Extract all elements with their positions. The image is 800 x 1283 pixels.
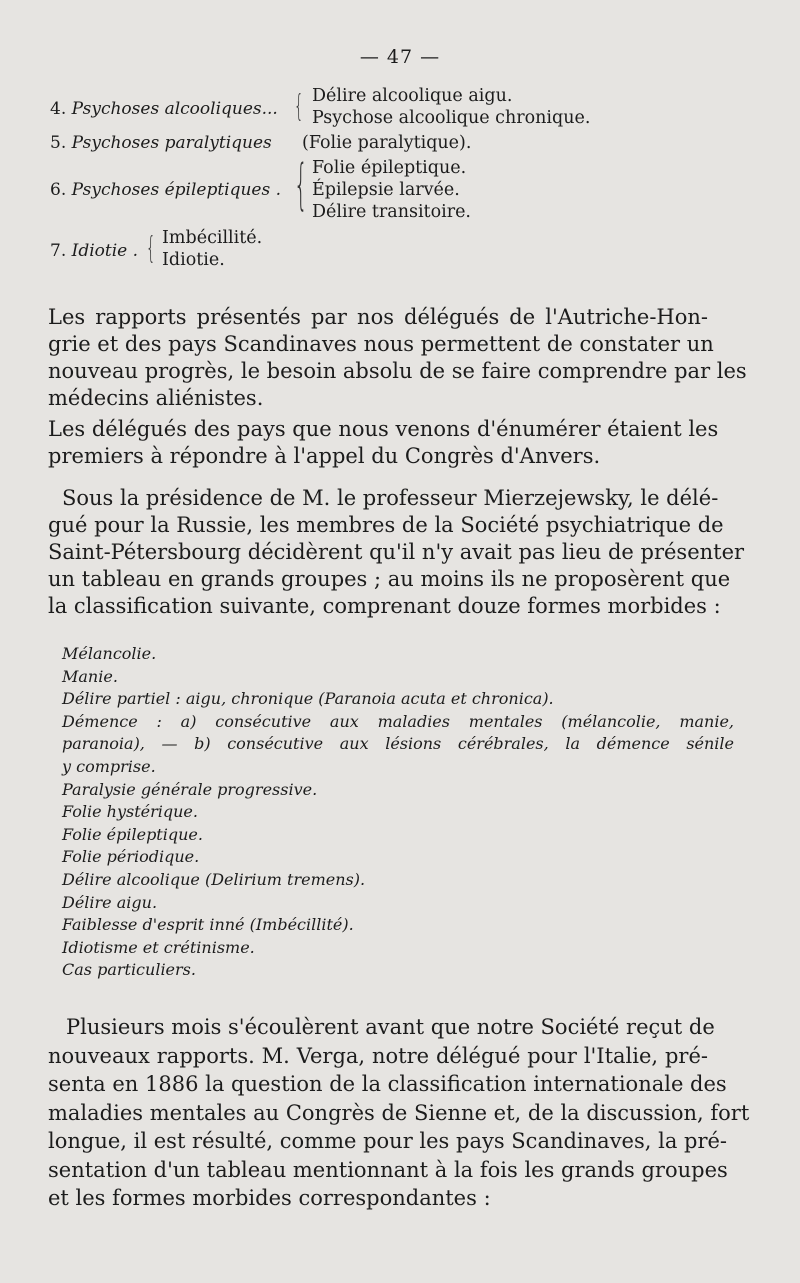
item-name: Psychoses alcooliques...: [71, 99, 278, 119]
list-item: Cas particuliers.: [62, 960, 196, 980]
form-name: Imbécillité.: [162, 228, 263, 248]
item-name: Idiotie .: [71, 241, 139, 261]
paragraph-italy-siena: Plusieurs mois s'écoulèrent avant que notre Société reçut de nouveaux rapports. M. Verga, notre délégué pour l'Italie, pré- senta en 1886 la question de la classification internationale des maladies mentales au Congrès de Sienne et, de la discussion, fort longue, il est résulté, comme pour les pays Scandinaves, la pré- sentation d'un tableau mentionnant à la fois les grands groupes et les formes morbides correspondantes :: [48, 1015, 750, 1210]
paragraph-russia-classification: Sous la présidence de M. le professeur Mierzejewsky, le délé- gué pour la Russie, les membres de la Société psychiatrique de Saint-Pétersbourg décidèrent qu'il n'y avait pas lieu de présenter un tableau en grands groupes ; au moins ils ne proposèrent que la classification suivante, comprenant douze formes morbides :: [48, 486, 745, 618]
list-item: Idiotisme et crétinisme.: [62, 937, 255, 957]
classification-item: [50, 133, 770, 155]
form-name: Délire alcoolique aigu.: [312, 86, 513, 106]
list-item: Démence : a) consécutive aux maladies mentales (mélancolie, manie,: [62, 711, 734, 731]
list-item: paranoia), — b) consécutive aux lésions cérébrales, la démence sénile: [62, 734, 734, 754]
list-item: Délire partiel : aigu, chronique (Paranoia acuta et chronica).: [62, 689, 554, 709]
list-item: Mélancolie.: [62, 644, 157, 663]
form-name: Psychose alcoolique chronique.: [312, 108, 591, 128]
form-name: Épilepsie larvée.: [312, 180, 460, 200]
page-number: — 47 —: [359, 46, 441, 68]
list-item: Faiblesse d'esprit inné (Imbécillité).: [62, 915, 354, 935]
item-number: 4.: [50, 99, 67, 119]
brace-icon: {: [146, 231, 156, 266]
list-item: Folie hystérique.: [62, 802, 198, 822]
form-name: Idiotie.: [162, 250, 225, 270]
classification-item: [50, 85, 770, 129]
brace-icon: {: [294, 89, 304, 124]
list-item: Délire alcoolique (Delirium tremens).: [62, 869, 366, 889]
list-item: Manie.: [62, 666, 118, 686]
item-number: 7.: [50, 241, 67, 261]
classification-list: [50, 85, 770, 270]
list-item: Folie épileptique.: [62, 824, 203, 844]
list-item: Folie périodique.: [62, 847, 200, 867]
list-item: Délire aigu.: [62, 892, 158, 912]
list-item: Paralysie générale progressive.: [62, 779, 318, 799]
form-name: (Folie paralytique).: [302, 133, 472, 153]
list-item: y comprise.: [62, 756, 156, 776]
morbid-forms-list: [62, 643, 742, 982]
classification-item: [50, 153, 770, 227]
item-number: 5.: [50, 133, 67, 153]
classification-item: [50, 227, 770, 271]
item-name: Psychoses paralytiques: [71, 133, 272, 153]
form-name: Délire transitoire.: [312, 202, 471, 222]
item-name: Psychoses épileptiques .: [71, 180, 282, 200]
form-name: Folie épileptique.: [312, 158, 467, 178]
paragraph-delegates-reports: Les rapports présentés par nos délégués de l'Autriche-Hon- grie et des pays Scandinaves nous permettent de constater un nouveau progrès, le besoin absolu de se faire comprendre par les médecins aliénistes.: [48, 305, 747, 410]
item-number: 6.: [50, 180, 67, 200]
paragraph-first-responders: Les délégués des pays que nous venons d'énumérer étaient les premiers à répondre à l'appel du Congrès d'Anvers.: [48, 417, 719, 468]
brace-icon: {: [294, 153, 308, 216]
